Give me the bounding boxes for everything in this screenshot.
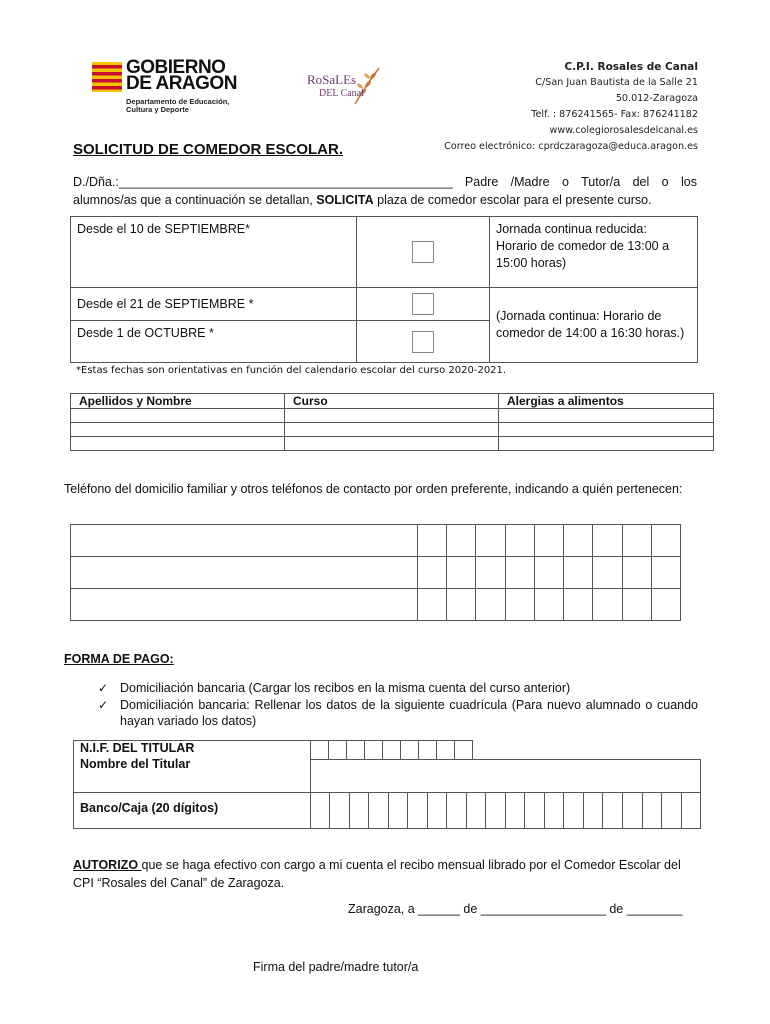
phone-digit-cell[interactable] <box>622 525 651 557</box>
student-allergies-cell[interactable] <box>499 423 714 437</box>
logo-sub-line1: Departamento de Educación, <box>126 97 230 106</box>
bank-digit-cell[interactable] <box>349 793 369 828</box>
bank-digit-cell[interactable] <box>388 793 408 828</box>
student-name-cell[interactable] <box>71 409 285 423</box>
bank-digit-cell[interactable] <box>466 793 486 828</box>
logo-sub-line2: Cultura y Deporte <box>126 105 189 114</box>
bank-digit-cell[interactable] <box>564 793 584 828</box>
phone-digit-cell[interactable] <box>593 557 622 589</box>
bank-digit-cell[interactable] <box>427 793 447 828</box>
phone-digit-cell[interactable] <box>564 525 593 557</box>
phone-owner-cell[interactable] <box>71 589 418 621</box>
phone-digit-cell[interactable] <box>534 525 563 557</box>
dates-table <box>70 216 698 363</box>
intro-solicita: SOLICITA <box>316 193 374 207</box>
table-row <box>71 557 681 589</box>
nif-digit-cell[interactable] <box>401 741 419 760</box>
phone-digit-cell[interactable] <box>622 557 651 589</box>
bank-digit-cell[interactable] <box>544 793 564 828</box>
phone-digit-cell[interactable] <box>651 525 680 557</box>
bank-digit-cell[interactable] <box>603 793 623 828</box>
phone-digit-cell[interactable] <box>447 525 476 557</box>
school-email: Correo electrónico: cprdczaragoza@educa.aragon.es <box>444 141 698 152</box>
holder-name-input[interactable] <box>311 760 701 793</box>
phone-digit-cell[interactable] <box>505 557 534 589</box>
phone-digit-cell[interactable] <box>593 589 622 621</box>
students-table <box>70 393 714 451</box>
intro-suffix: plaza de comedor escolar para el presente curso. <box>373 193 652 207</box>
phone-owner-cell[interactable] <box>71 525 418 557</box>
bank-digit-cell[interactable] <box>642 793 662 828</box>
payment-option-2-label: Domiciliación bancaria: Rellenar los datos de la siguiente cuadrícula (Para nuevo alumnado o cuando hayan variado los datos) <box>120 697 698 728</box>
bank-digit-cell[interactable] <box>681 793 700 828</box>
phone-digit-cell[interactable] <box>418 557 447 589</box>
nif-label: N.I.F. DEL TITULAR <box>80 741 195 755</box>
phone-digit-cell[interactable] <box>564 557 593 589</box>
bank-digit-cell[interactable] <box>505 793 525 828</box>
bank-digit-cell[interactable] <box>525 793 545 828</box>
phone-digit-cell[interactable] <box>651 557 680 589</box>
student-course-cell[interactable] <box>285 437 499 451</box>
aragon-flag-icon <box>92 62 122 92</box>
payment-options <box>98 680 698 730</box>
bank-digit-cell[interactable] <box>623 793 643 828</box>
students-header-allergies: Alergias a alimentos <box>499 394 714 409</box>
page-title: SOLICITUD DE COMEDOR ESCOLAR. <box>73 141 344 158</box>
nif-digit-cell[interactable] <box>419 741 437 760</box>
nif-blank-cell <box>473 741 701 760</box>
nif-digit-cell[interactable] <box>365 741 383 760</box>
holder-labels-cell <box>74 741 311 793</box>
phone-digit-cell[interactable] <box>534 557 563 589</box>
bank-account-cell <box>311 793 701 829</box>
rosales-logo <box>305 62 385 112</box>
date-option-2-checkbox[interactable] <box>412 293 434 315</box>
phone-digit-cell[interactable] <box>505 525 534 557</box>
date-line[interactable]: Zaragoza, a ______ de __________________ de ________ <box>348 902 683 916</box>
school-name: C.P.I. Rosales de Canal <box>564 61 698 73</box>
schedule-2: (Jornada continua: Horario de comedor de 14:00 a 16:30 horas.) <box>490 288 698 363</box>
bank-digits-grid <box>311 793 700 828</box>
bank-digit-cell[interactable] <box>486 793 506 828</box>
payment-option-1[interactable] <box>98 680 698 697</box>
intro-paragraph <box>73 173 697 209</box>
bank-digit-cell[interactable] <box>662 793 682 828</box>
bank-digit-cell[interactable] <box>583 793 603 828</box>
intro-prefix: D./Dña.:________________________________________________ Padre /Madre o Tutor/a del o los alumnos/as que a continuación se detallan, <box>73 175 697 207</box>
school-contact <box>444 59 698 155</box>
phone-digit-cell[interactable] <box>476 525 505 557</box>
dates-note: *Estas fechas son orientativas en función del calendario escolar del curso 2020-2021. <box>76 365 507 376</box>
authorize-keyword: AUTORIZO <box>73 858 142 872</box>
payment-option-2[interactable] <box>98 697 698 730</box>
gobierno-aragon-logo <box>92 57 252 118</box>
nif-digit-cell[interactable] <box>311 741 329 760</box>
date-option-2-cell <box>357 288 490 321</box>
phone-digit-cell[interactable] <box>651 589 680 621</box>
logo-text-line2: DE ARAGON <box>126 73 237 94</box>
student-course-cell[interactable] <box>285 423 499 437</box>
phone-digit-cell[interactable] <box>593 525 622 557</box>
table-row <box>71 589 681 621</box>
student-allergies-cell[interactable] <box>499 437 714 451</box>
date-option-1-checkbox[interactable] <box>412 241 434 263</box>
bank-account-label: Banco/Caja (20 dígitos) <box>74 793 311 829</box>
phone-digit-cell[interactable] <box>534 589 563 621</box>
phone-digit-cell[interactable] <box>418 525 447 557</box>
phone-digit-cell[interactable] <box>505 589 534 621</box>
table-row <box>71 525 681 557</box>
nif-digit-cell[interactable] <box>437 741 455 760</box>
authorize-text: que se haga efectivo con cargo a mi cuenta el recibo mensual librado por el Comedor Escolar del CPI “Rosales del Canal” de Zaragoza. <box>73 858 681 890</box>
phone-digit-cell[interactable] <box>447 589 476 621</box>
school-phone: Telf. : 876241565- Fax: 876241182 <box>531 109 698 120</box>
date-option-1-cell <box>357 217 490 288</box>
phone-digit-cell[interactable] <box>564 589 593 621</box>
signature-label: Firma del padre/madre tutor/a <box>253 960 419 974</box>
student-allergies-cell[interactable] <box>499 409 714 423</box>
date-option-3-cell <box>357 321 490 363</box>
rosales-logo-line1: RoSaLEs <box>307 72 357 87</box>
student-course-cell[interactable] <box>285 409 499 423</box>
phone-digit-cell[interactable] <box>476 589 505 621</box>
students-header-name: Apellidos y Nombre <box>71 394 285 409</box>
nif-digit-cell[interactable] <box>329 741 347 760</box>
holder-name-label: Nombre del Titular <box>80 757 191 771</box>
nif-digit-cell[interactable] <box>383 741 401 760</box>
date-option-3-checkbox[interactable] <box>412 331 434 353</box>
payment-title: FORMA DE PAGO: <box>64 652 174 666</box>
date-option-2-label: Desde el 21 de SEPTIEMBRE * <box>71 288 357 321</box>
date-option-1-label: Desde el 10 de SEPTIEMBRE* <box>71 217 357 288</box>
school-address: C/San Juan Bautista de la Salle 21 <box>535 77 698 88</box>
student-name-cell[interactable] <box>71 437 285 451</box>
payment-option-1-label: Domiciliación bancaria (Cargar los recibos en la misma cuenta del curso anterior) <box>120 681 571 695</box>
logo-text-line1: GOBIERNO <box>126 57 226 78</box>
phone-digit-cell[interactable] <box>418 589 447 621</box>
table-row <box>71 437 714 451</box>
phone-digit-cell[interactable] <box>476 557 505 589</box>
school-city: 50.012-Zaragoza <box>615 93 698 104</box>
rosales-logo-icon <box>305 62 385 112</box>
phones-instructions: Teléfono del domicilio familiar y otros teléfonos de contacto por orden preferente, indicando a quién pertenecen: <box>64 482 683 496</box>
date-option-3-label: Desde 1 de OCTUBRE * <box>71 321 357 363</box>
bank-digit-cell[interactable] <box>330 793 350 828</box>
school-web: www.colegiorosalesdelcanal.es <box>549 125 698 136</box>
authorization-paragraph <box>73 856 697 892</box>
bank-digit-cell[interactable] <box>369 793 389 828</box>
table-row <box>71 409 714 423</box>
table-row <box>71 423 714 437</box>
phone-digit-cell[interactable] <box>622 589 651 621</box>
phone-owner-cell[interactable] <box>71 557 418 589</box>
nif-digit-cell[interactable] <box>347 741 365 760</box>
checkmark-icon: ✓ <box>98 697 109 712</box>
phone-digit-cell[interactable] <box>447 557 476 589</box>
bank-digit-cell[interactable] <box>311 793 330 828</box>
student-name-cell[interactable] <box>71 423 285 437</box>
bank-digit-cell[interactable] <box>408 793 428 828</box>
bank-table <box>73 740 701 829</box>
bank-digit-cell[interactable] <box>447 793 467 828</box>
nif-digit-cell[interactable] <box>455 741 473 760</box>
rosales-logo-line2: DEL Canal <box>319 88 364 99</box>
schedule-1: Jornada continua reducida: Horario de comedor de 13:00 a 15:00 horas) <box>490 217 698 288</box>
checkmark-icon: ✓ <box>98 681 109 695</box>
phones-table <box>70 524 681 621</box>
students-header-course: Curso <box>285 394 499 409</box>
